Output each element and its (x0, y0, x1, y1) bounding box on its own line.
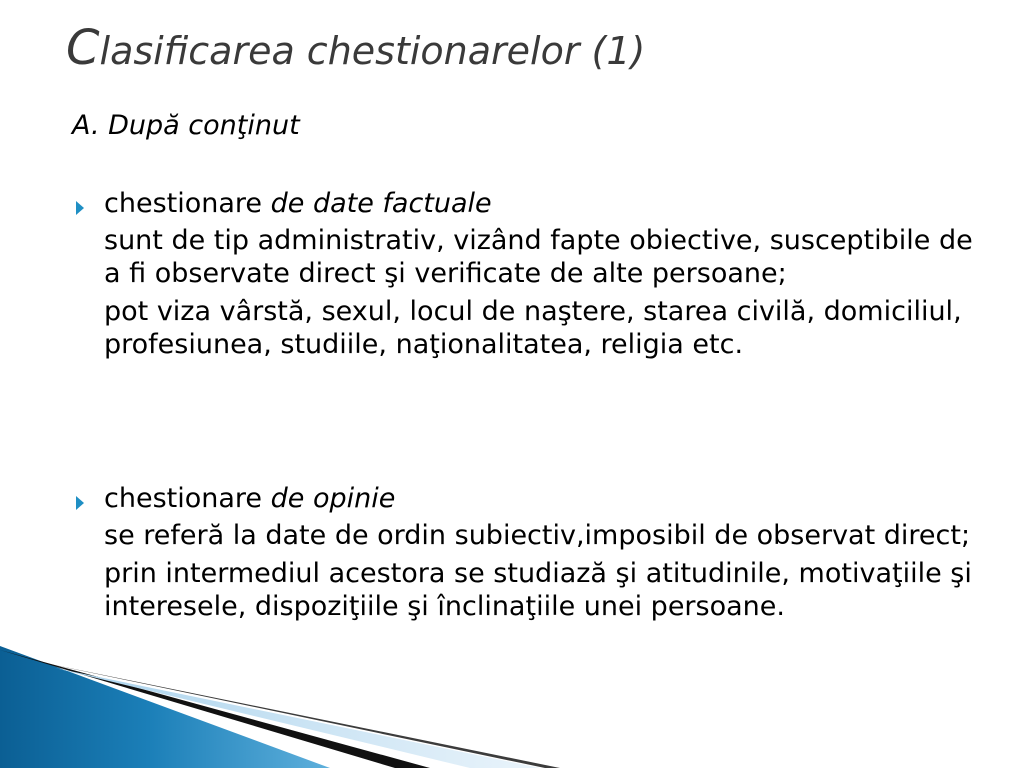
slide-title (66, 20, 645, 78)
bullet-opinion (72, 483, 972, 623)
corner-dark-edge (40, 662, 560, 768)
bullet-lead: chestionare (104, 483, 271, 514)
corner-light-wedge (55, 668, 540, 768)
bullet-lead: chestionare (104, 188, 271, 219)
bullet-heading (104, 188, 972, 220)
triangle-right-icon (76, 201, 84, 215)
bullet-paragraph: pot viza vârstă, sexul, locul de naştere, starea civilă, domiciliul, profesiunea, studiile, naţionalitatea, religia etc. (104, 296, 962, 361)
subheading: A. După conţinut (72, 110, 300, 141)
corner-blue-wedge (0, 646, 330, 768)
bullet-term: de opinie (270, 483, 396, 514)
bullet-paragraph: prin intermediul acestora se studiază şi atitudinile, motivaţiile şi interesele, dispoziţiile şi înclinaţiile unei persoane. (104, 558, 972, 623)
corner-dark-wedge (0, 650, 430, 768)
bullet-paragraph: se referă la date de ordin subiectiv,imposibil de observat direct; (104, 520, 971, 552)
bullet-paragraph: sunt de tip administrativ, vizând fapte obiective, susceptibile de a fi observate direct şi verificate de alte persoane; (104, 225, 973, 290)
bullet-term: de date factuale (270, 188, 492, 219)
bullet-heading (104, 483, 972, 515)
bullet-factual-data (72, 188, 972, 361)
title-rest: lasificarea chestionarelor (1) (99, 29, 646, 73)
triangle-right-icon (76, 496, 84, 510)
title-first-letter: C (66, 20, 100, 76)
